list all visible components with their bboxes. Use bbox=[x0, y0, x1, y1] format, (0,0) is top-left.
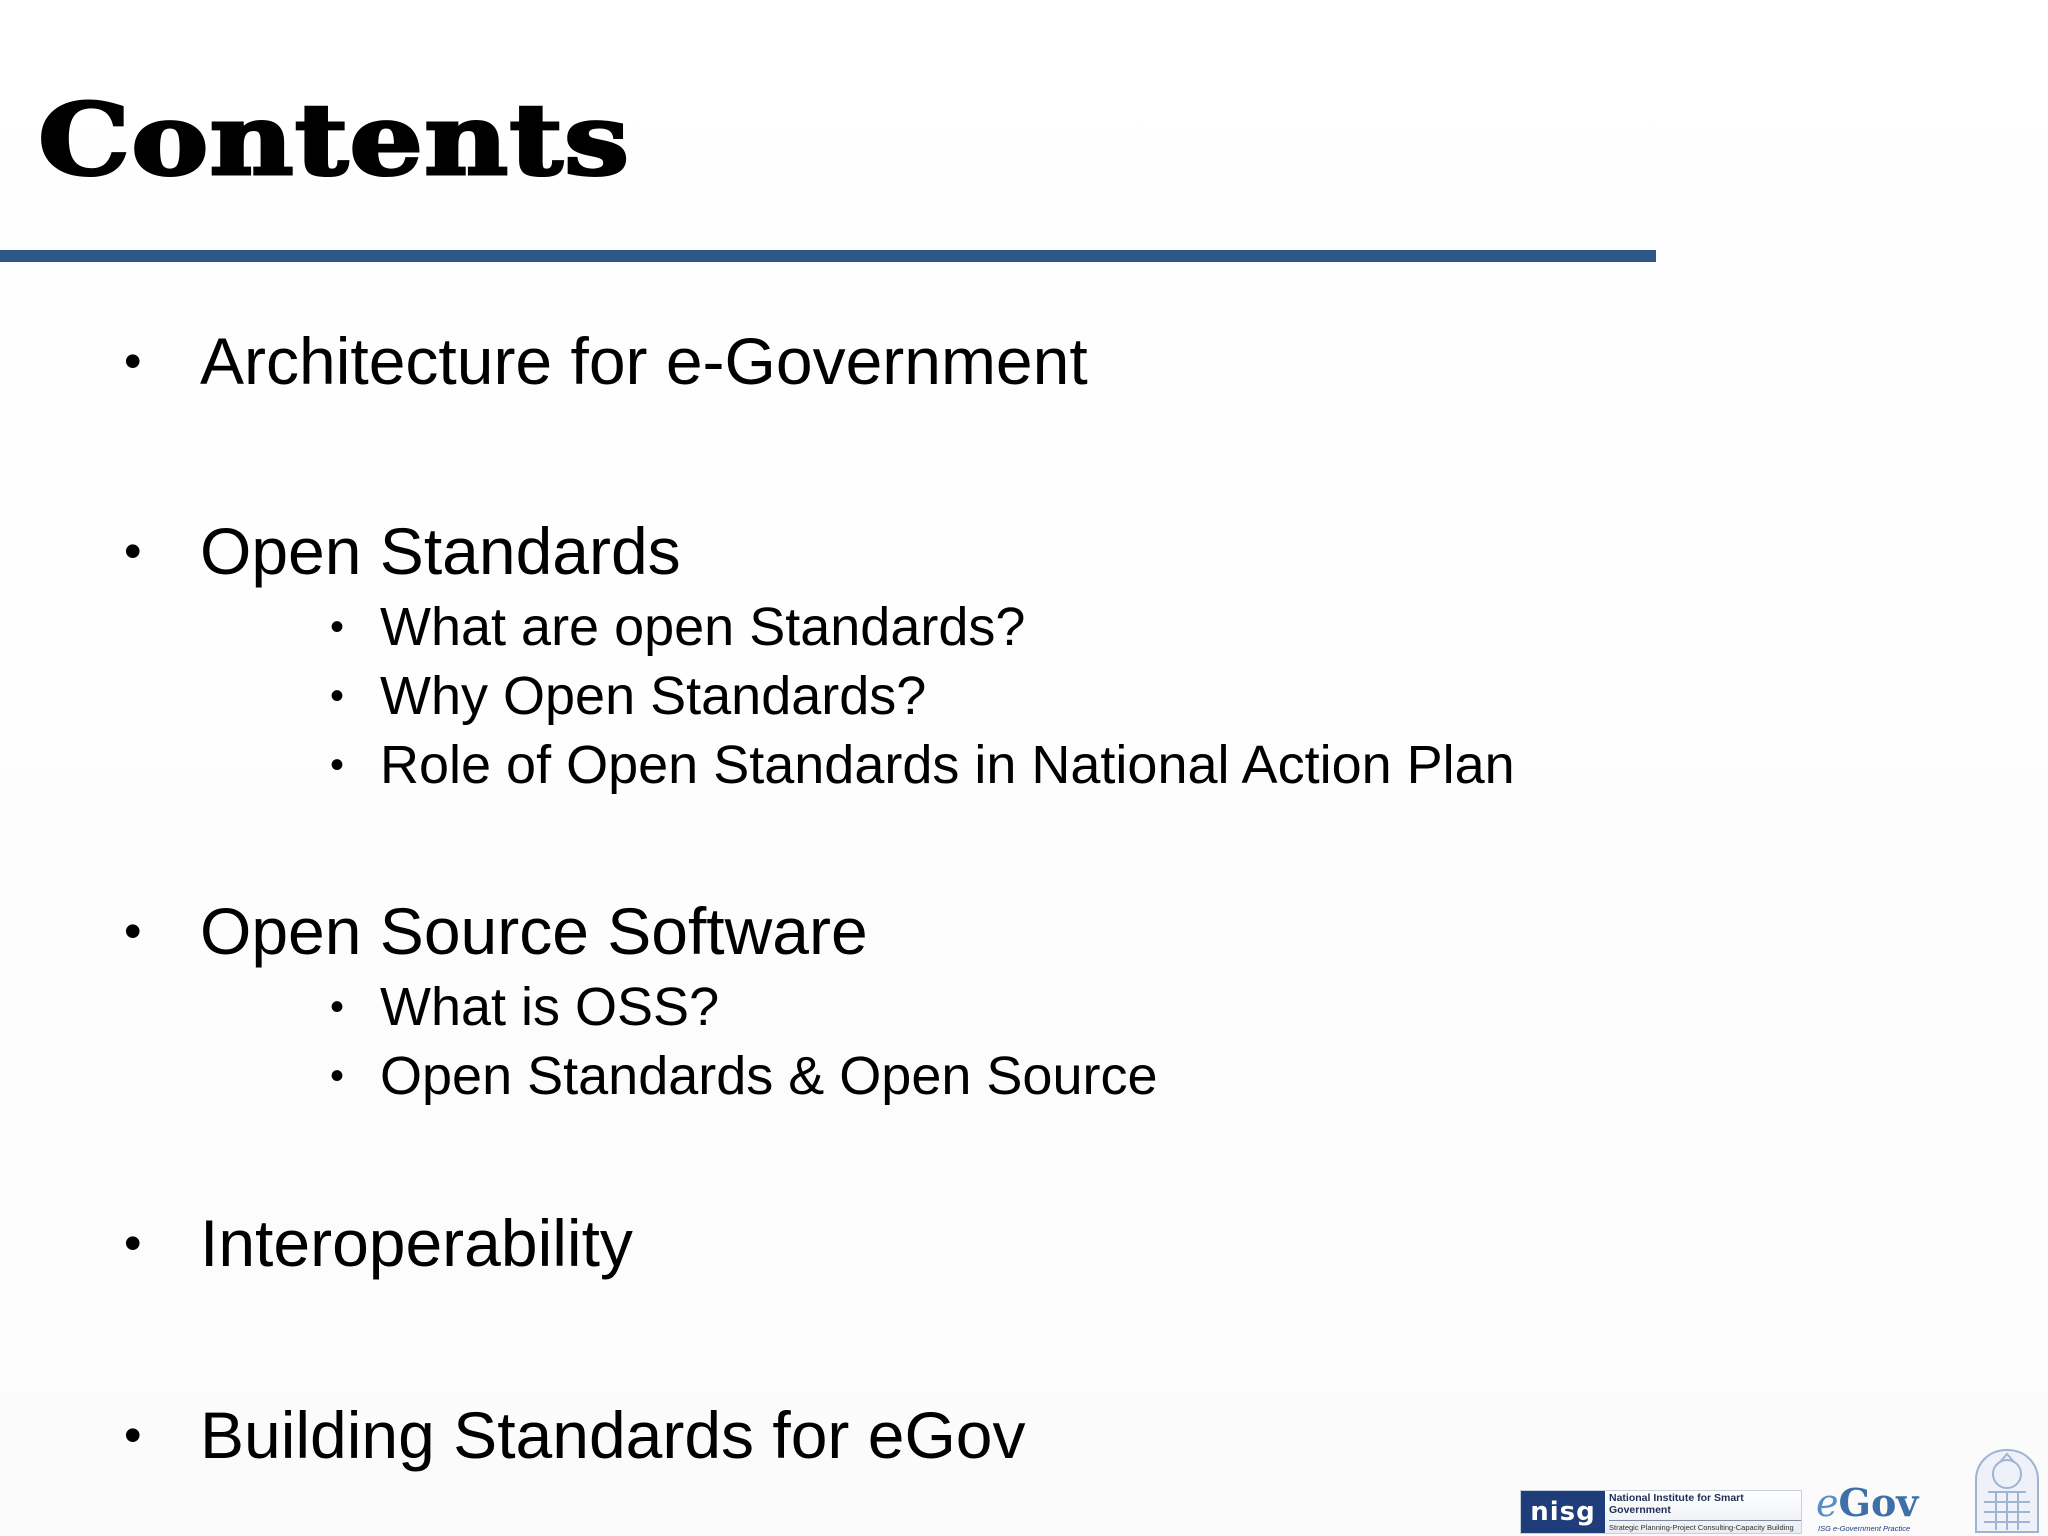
sub-list-item bbox=[330, 666, 927, 726]
bullet-icon: • bbox=[124, 1215, 142, 1271]
subitem-label: What is OSS? bbox=[380, 977, 720, 1037]
egov-wordmark-gov: Gov bbox=[1838, 1480, 1919, 1525]
egov-wordmark-e: e bbox=[1816, 1481, 1839, 1525]
bullet-icon: • bbox=[330, 605, 345, 649]
list-item bbox=[124, 514, 681, 588]
nisg-name: National Institute for Smart Government bbox=[1609, 1492, 1744, 1516]
subitem-label: What are open Standards? bbox=[380, 597, 1026, 657]
bullet-icon: • bbox=[124, 903, 142, 959]
nisg-mark: nisg bbox=[1521, 1491, 1605, 1533]
footer-logos bbox=[1516, 1440, 2048, 1536]
slide-title: Contents bbox=[38, 83, 631, 198]
egov-subtitle: ISG e-Government Practice bbox=[1818, 1524, 1911, 1533]
bullet-icon: • bbox=[330, 743, 345, 787]
subitem-label: Why Open Standards? bbox=[380, 666, 927, 726]
list-item bbox=[124, 1398, 1026, 1472]
bullet-icon: • bbox=[124, 1407, 142, 1463]
sub-list-item bbox=[330, 977, 720, 1037]
item-label: Building Standards for eGov bbox=[200, 1398, 1026, 1472]
list-item bbox=[124, 1206, 633, 1280]
state-emblem-icon bbox=[1966, 1440, 2048, 1536]
bullet-icon: • bbox=[124, 333, 142, 389]
sub-list-item bbox=[330, 735, 1515, 795]
item-label: Architecture for e-Government bbox=[200, 324, 1088, 398]
nisg-tagline: Strategic Planning-Project Consulting-Capacity Building bbox=[1609, 1520, 1801, 1532]
bullet-icon: • bbox=[330, 1054, 345, 1098]
bullet-icon: • bbox=[124, 523, 142, 579]
sub-list-item bbox=[330, 597, 1026, 657]
nisg-logo bbox=[1520, 1490, 1802, 1534]
egov-logo bbox=[1816, 1480, 1940, 1536]
subitem-label: Role of Open Standards in National Action Plan bbox=[380, 735, 1515, 795]
sub-list-item bbox=[330, 1046, 1158, 1106]
item-label: Interoperability bbox=[200, 1206, 633, 1280]
subitem-label: Open Standards & Open Source bbox=[380, 1046, 1158, 1106]
bullet-icon: • bbox=[330, 985, 345, 1029]
item-label: Open Standards bbox=[200, 514, 681, 588]
list-item bbox=[124, 324, 1088, 398]
list-item bbox=[124, 894, 868, 968]
bullet-icon: • bbox=[330, 674, 345, 718]
item-label: Open Source Software bbox=[200, 894, 868, 968]
